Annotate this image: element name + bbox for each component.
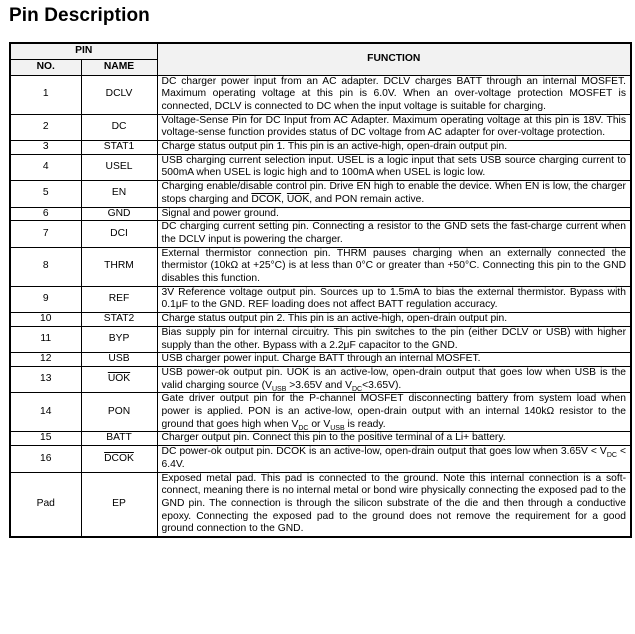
subscript: DC — [606, 452, 617, 460]
subscript: USB — [271, 385, 287, 393]
pin-name: USB — [81, 353, 157, 367]
pin-name: DC — [81, 114, 157, 140]
function-text: Signal and power ground. — [161, 207, 279, 219]
pin-name: PON — [81, 393, 157, 432]
pin-number: 15 — [10, 432, 81, 446]
name-header: NAME — [81, 59, 157, 75]
table-row — [10, 446, 631, 472]
signal-name: $\overline{UOK}$ — [286, 366, 310, 378]
function-text: <3.65V). — [362, 379, 402, 391]
pin-number: 5 — [10, 181, 81, 207]
table-row — [10, 326, 631, 352]
pin-function — [157, 114, 631, 140]
table-row — [10, 353, 631, 367]
function-text: is an active-low, open-drain output that goes low when 3.65V < V — [305, 446, 607, 458]
table-row — [10, 366, 631, 392]
pin-function — [157, 247, 631, 286]
table-row — [10, 393, 631, 432]
function-text: Charge status output pin 2. This pin is an active-high, open-drain output pin. — [161, 313, 508, 325]
pin-number: 4 — [10, 154, 81, 180]
function-text: DC power-ok output pin. — [161, 446, 277, 458]
pin-name: USEL — [81, 154, 157, 180]
function-text: Charger output pin. Connect this pin to the positive terminal of a Li+ battery. — [161, 432, 506, 444]
pin-function — [157, 393, 631, 432]
function-text: , — [281, 193, 287, 205]
pin-name: EP — [81, 472, 157, 537]
function-text: USB power-ok output pin. — [161, 366, 287, 378]
function-header: FUNCTION — [157, 43, 631, 75]
function-text: Exposed metal pad. This pad is connected to the ground. Note this internal connection is a soft-connect, meaning there is no internal metal or bond wire physically connecting the exposed pad to the GND pin. The connection is through the silicon substrate of the die and then through a conductive epoxy. Connecting the exposed pad to the ground does not remove the requirement for a good ground connection to the GND. — [161, 472, 626, 535]
pin-name: STAT1 — [81, 141, 157, 155]
table-row — [10, 207, 631, 221]
function-text: DC charging current setting pin. Connecting a resistor to the GND sets the fast-charge current when the DCLV input is powering the charger. — [161, 221, 626, 245]
pin-function — [157, 366, 631, 392]
pin-function — [157, 326, 631, 352]
pin-number: 8 — [10, 247, 81, 286]
pin-function — [157, 75, 631, 114]
pin-function — [157, 313, 631, 327]
function-text: DC charger power input from an AC adapter. DCLV charges BATT through an internal MOSFET. Maximum operating voltage at this pin is 6.0V. When an over-voltage protection MOSFET is connected, DCLV is connected to DC when the input voltage is suitable for charging. — [161, 75, 626, 112]
function-text: Voltage-Sense Pin for DC Input from AC Adapter. Maximum operating voltage at this pin is 18V. This voltage-sense function provides status of DC voltage from AC adapter for over-voltage protection. — [161, 114, 626, 139]
table-row — [10, 247, 631, 286]
pin-number: 10 — [10, 313, 81, 327]
pin-number: 13 — [10, 366, 81, 392]
function-text: USB charger power input. Charge BATT through an internal MOSFET. — [161, 353, 481, 365]
pin-function — [157, 154, 631, 180]
pin-name: REF — [81, 286, 157, 312]
pin-name: $\overline{UOK}$ — [81, 366, 157, 392]
function-text: Gate driver output pin for the P-channel MOSFET disconnecting battery from system load when power is applied. PON is an active-low, open-drain output with an internal 140kΩ resistor to the ground that goes high when V — [161, 393, 626, 430]
function-text: Bias supply pin for internal circuitry. This pin switches to the pin (either DCLV or USB) with higher supply than the other. Bypass with a 2.2μF capacitor to the GND. — [161, 326, 626, 351]
function-text: 3V Reference voltage output pin. Sources up to 1.5mA to bias the external thermistor. Bypass with 0.1μF to the GND. REF loading does not affect BATT regulation accuracy. — [161, 286, 626, 311]
pin-function — [157, 446, 631, 472]
pin-name: GND — [81, 207, 157, 221]
function-text: < 6.4V. — [161, 446, 627, 470]
page-title: Pin Description — [9, 5, 150, 26]
pin-name: DCLV — [81, 75, 157, 114]
pin-number: 6 — [10, 207, 81, 221]
pin-function — [157, 286, 631, 312]
pin-function — [157, 221, 631, 247]
pin-function — [157, 181, 631, 207]
pin-function — [157, 207, 631, 221]
function-text: >3.65V and V — [286, 379, 352, 391]
subscript: DC — [351, 385, 363, 393]
function-text: or V — [308, 418, 331, 430]
subscript: USB — [330, 424, 345, 432]
pin-name: BYP — [81, 326, 157, 352]
table-row — [10, 181, 631, 207]
function-text: Charging enable/disable control pin. Drive EN high to enable the device. When EN is low, the charger stops charging and — [161, 181, 626, 205]
pin-function — [157, 432, 631, 446]
function-text: is ready. — [344, 418, 386, 430]
table-row — [10, 114, 631, 140]
pin-number: 14 — [10, 393, 81, 432]
pin-group-header: PIN — [10, 43, 157, 59]
pin-number: 16 — [10, 446, 81, 472]
signal-name: DCOK — [251, 193, 282, 205]
table-row — [10, 154, 631, 180]
function-text: External thermistor connection pin. THRM pauses charging when an externally connected the thermistor (10kΩ at +25°C) is at less than 0°C or greater than +50°C. Connecting this pin to the GND disables this function. — [161, 247, 626, 285]
table-row — [10, 221, 631, 247]
pin-number: Pad — [10, 472, 81, 537]
pin-description-table — [9, 42, 632, 538]
pin-number: 11 — [10, 326, 81, 352]
pin-number: 1 — [10, 75, 81, 114]
table-row — [10, 432, 631, 446]
pin-name: THRM — [81, 247, 157, 286]
pin-number: 3 — [10, 141, 81, 155]
pin-number: 9 — [10, 286, 81, 312]
pin-name: EN — [81, 181, 157, 207]
function-text: USB charging current selection input. USEL is a logic input that sets USB source charging current to 500mA when USEL is logic high and to 100mA when USEL is logic low. — [161, 154, 626, 179]
pin-name: DCOK — [81, 446, 157, 472]
function-text: is an active-low, open-drain output that goes low when USB is the valid charging source (V — [161, 366, 626, 391]
pin-function — [157, 353, 631, 367]
signal-name: DCOK — [276, 446, 306, 458]
pin-name: BATT — [81, 432, 157, 446]
table-row — [10, 75, 631, 114]
no-header: NO. — [10, 59, 81, 75]
pin-name: DCI — [81, 221, 157, 247]
pin-function — [157, 141, 631, 155]
table-row — [10, 286, 631, 312]
pin-name: STAT2 — [81, 313, 157, 327]
function-text: Charge status output pin 1. This pin is an active-high, open-drain output pin. — [161, 141, 508, 153]
pin-function — [157, 472, 631, 537]
pin-number: 7 — [10, 221, 81, 247]
signal-name: $\overline{UOK}$ — [286, 193, 310, 205]
table-row — [10, 313, 631, 327]
table-row — [10, 472, 631, 537]
pin-number: 2 — [10, 114, 81, 140]
table-row — [10, 141, 631, 155]
subscript: DC — [298, 424, 309, 432]
function-text: , and PON remain active. — [309, 193, 425, 205]
pin-number: 12 — [10, 353, 81, 367]
